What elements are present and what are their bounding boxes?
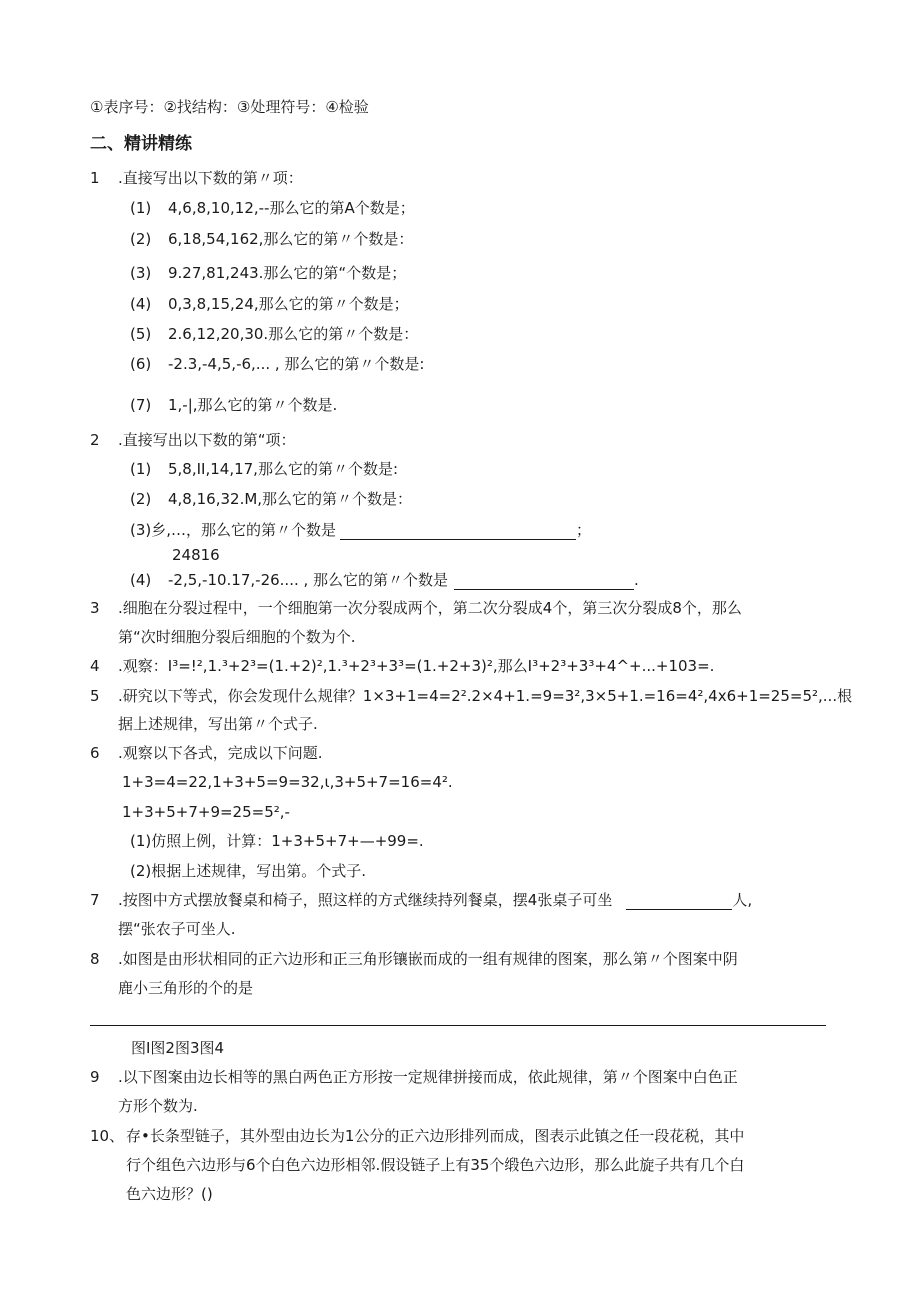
question-stem: .直接写出以下数的第〃项： [118, 169, 303, 187]
item-number: (6) [130, 355, 152, 373]
item-number: (2) [130, 230, 152, 248]
q2-item-1 [130, 459, 398, 479]
answer-blank[interactable] [454, 574, 634, 590]
question-text: .按图中方式摆放餐桌和椅子，照这样的方式继续持列餐桌，摆4张桌子可坐 [118, 891, 613, 909]
question-number: 4 [90, 657, 100, 675]
question-text: .观察：I³=!²,1.³+2³=(1.+2)²,1.³+2³+3³=(1.+2+3)²,那么I³+2³+3³+4^+...+103=. [118, 657, 715, 675]
question-number: 3 [90, 599, 100, 617]
item-end-mark: . [634, 571, 639, 589]
question-5 [90, 686, 852, 706]
answer-blank[interactable] [340, 524, 576, 540]
question-number: 5 [90, 687, 100, 705]
question-text-end: 人, [732, 891, 753, 909]
question-8-continued: 鹿小三角形的个的是 [118, 979, 254, 997]
q2-item-4 [130, 570, 639, 590]
question-3-continued: 第“次时细胞分裂后细胞的个数为个. [118, 628, 356, 646]
solution-steps: ①表序号：②找结构：③处理符号：④检验 [90, 98, 369, 116]
question-stem: .观察以下各式，完成以下问题. [118, 744, 323, 762]
question-text: .细胞在分裂过程中，一个细胞第一次分裂成两个，第二次分裂成4个，第三次分裂成8个，那么 [118, 599, 742, 617]
item-text: 9.27,81,243.那么它的第“个数是； [168, 264, 407, 282]
question-10-continued-1: 行个组色六边形与6个白色六边形相邻.假设链子上有35个缎色六边形，那么此旋子共有几个白 [126, 1156, 745, 1174]
q1-item-5 [130, 324, 418, 344]
q6-sub-question-2: (2)根据上述规律，写出第。个式子. [130, 862, 367, 880]
question-5-continued: 据上述规律，写出第〃个式子. [118, 715, 318, 733]
item-number: (7) [130, 396, 152, 414]
question-8 [90, 949, 738, 969]
item-text: 4,6,8,10,12,--那么它的第A个数是； [168, 199, 415, 217]
item-number: (2) [130, 490, 152, 508]
item-text: 5,8,II,14,17,那么它的第〃个数是: [168, 460, 399, 478]
question-stem: .直接写出以下数的第“项： [118, 431, 296, 449]
question-text: 存•长条型链子，其外型由边长为1公分的正六边形排列而成，图表示此镇之任一段花税，其中 [126, 1127, 745, 1145]
item-number: (4) [130, 571, 152, 589]
item-text: (3)乡,…，那么它的第〃个数是 [130, 521, 337, 539]
question-text: .如图是由形状相同的正六边形和正三角形镶嵌而成的一组有规律的图案，那么第〃个图案中阴 [118, 950, 738, 968]
item-text: -2,5,-10.17,-26.... , 那么它的第〃个数是 [168, 571, 449, 589]
question-6 [90, 743, 323, 763]
question-1 [90, 168, 303, 188]
question-number: 8 [90, 950, 100, 968]
q1-item-6 [130, 354, 424, 374]
question-text: .研究以下等式，你会发现什么规律？1×3+1=4=2².2×4+1.=9=3²,3×5+1.=16=4²,4x6+1=25=5²,...根 [118, 687, 853, 705]
item-text: 2.6,12,20,30.那么它的第〃个数是： [168, 325, 419, 343]
q1-item-4 [130, 294, 409, 314]
question-number: 7 [90, 891, 100, 909]
question-4 [90, 656, 714, 676]
q6-example-line-1: 1+3=4=22,1+3+5=9=32,ι,3+5+7=16=4². [122, 773, 453, 791]
question-9 [90, 1067, 738, 1087]
figure-divider-line [90, 1025, 826, 1026]
question-9-continued: 方形个数为. [118, 1097, 198, 1115]
item-number: (1) [130, 199, 152, 217]
question-10 [90, 1126, 744, 1146]
question-number: 6 [90, 744, 100, 762]
question-7-continued: 摆“张农子可坐人. [118, 920, 236, 938]
item-text: -2.3,-4,5,-6,... , 那么它的第〃个数是: [168, 355, 425, 373]
question-number: 10、 [90, 1127, 125, 1145]
q2-item-3 [130, 520, 591, 540]
item-text: 1,-|,那么它的第〃个数是. [168, 396, 338, 414]
question-number: 2 [90, 431, 100, 449]
answer-blank[interactable] [626, 894, 732, 910]
question-number: 9 [90, 1068, 100, 1086]
q1-item-1 [130, 198, 415, 218]
item-number: (1) [130, 460, 152, 478]
question-10-continued-2: 色六边形？() [126, 1185, 213, 1203]
item-number: (3) [130, 264, 152, 282]
item-number: (5) [130, 325, 152, 343]
q6-example-line-2: 1+3+5+7+9=25=5²,- [122, 803, 290, 821]
q2-item-3-denominators: 24816 [172, 546, 220, 564]
q1-item-3 [130, 263, 406, 283]
section-title: 二、精讲精练 [90, 134, 192, 154]
figure-caption: 图I图2图3图4 [131, 1039, 225, 1057]
q1-item-7 [130, 395, 337, 415]
item-end-mark: ； [576, 521, 592, 539]
q1-item-2 [130, 229, 413, 249]
item-number: (4) [130, 295, 152, 313]
question-7 [90, 890, 752, 910]
question-3 [90, 598, 742, 618]
q6-sub-question-1: (1)仿照上例，计算：1+3+5+7+—+99=. [130, 832, 424, 850]
item-text: 0,3,8,15,24,那么它的第〃个数是； [168, 295, 409, 313]
item-text: 4,8,16,32.M,那么它的第〃个数是： [168, 490, 413, 508]
question-2 [90, 430, 296, 450]
question-number: 1 [90, 169, 100, 187]
question-text: .以下图案由边长相等的黑白两色正方形按一定规律拼接而成，依此规律，第〃个图案中白色正 [118, 1068, 738, 1086]
item-text: 6,18,54,162,那么它的第〃个数是： [168, 230, 414, 248]
q2-item-2 [130, 489, 412, 509]
